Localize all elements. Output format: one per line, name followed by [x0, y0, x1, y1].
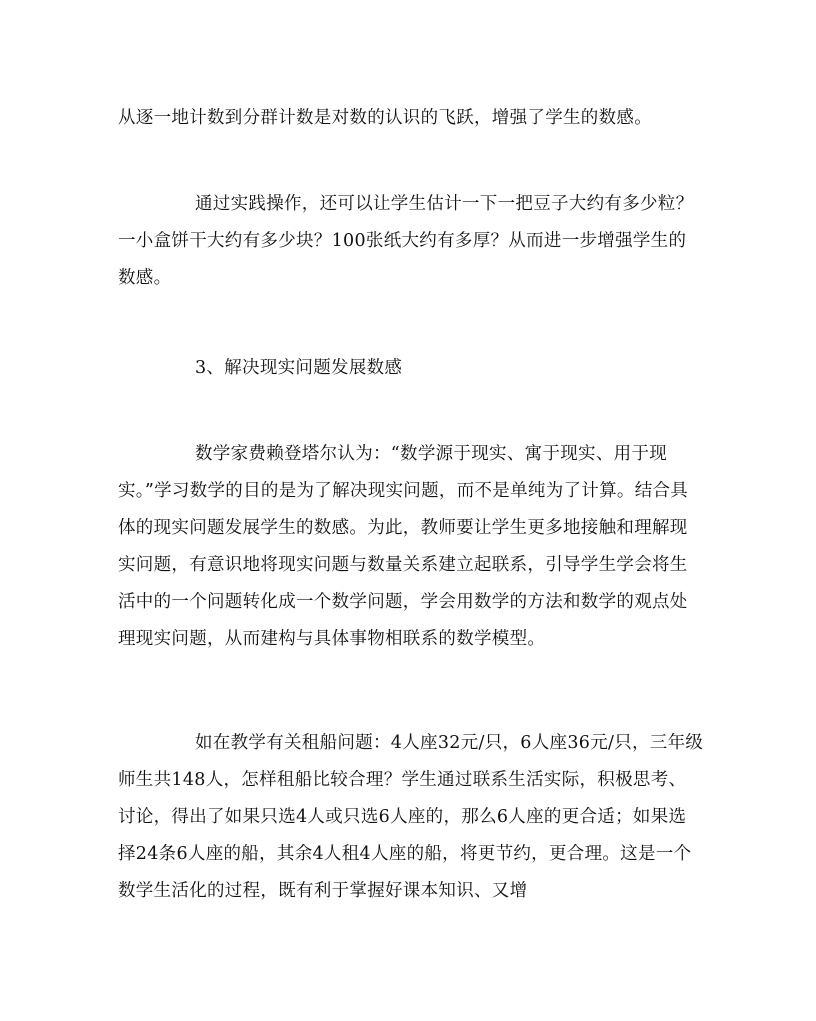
paragraph-continuation: 从逐一地计数到分群计数是对数的认识的飞跃，增强了学生的数感。 — [118, 108, 652, 128]
section-heading: 3、解决现实问题发展数感 — [195, 358, 403, 378]
paragraph-practice-estimation: 通过实践操作，还可以让学生估计一下一把豆子大约有多少粒？一小盒饼干大约有多少块？100张纸大约有多厚？从而进一步增强学生的数感。 — [118, 194, 694, 288]
paragraph-boat-rental-example: 如在教学有关租船问题：4人座32元/只，6人座36元/只，三年级师生共148人，怎样租船比较合理？学生通过联系生活实际，积极思考、讨论，得出了如果只选4人或只选6人座的，那么6人座的更合适；如果选择24条6人座的船，其余4人租4人座的船，将更节约，更合理。这是一个数学生活化的过程，既有利于掌握好课本知识、又增 — [118, 733, 704, 901]
paragraph-freudenthal-quote: 数学家费赖登塔尔认为：“数学源于现实、寓于现实、用于现实。”学习数学的目的是为了解决现实问题，而不是单纯为了计算。结合具体的现实问题发展学生的数感。为此，教师要让学生更多地接触和理解现实问题，有意识地将现实问题与数量关系建立起联系，引导学生学会将生活中的一个问题转化成一个数学问题，学会用数学的方法和数学的观点处理现实问题，从而建构与具体事物相联系的数学模型。 — [118, 444, 689, 649]
